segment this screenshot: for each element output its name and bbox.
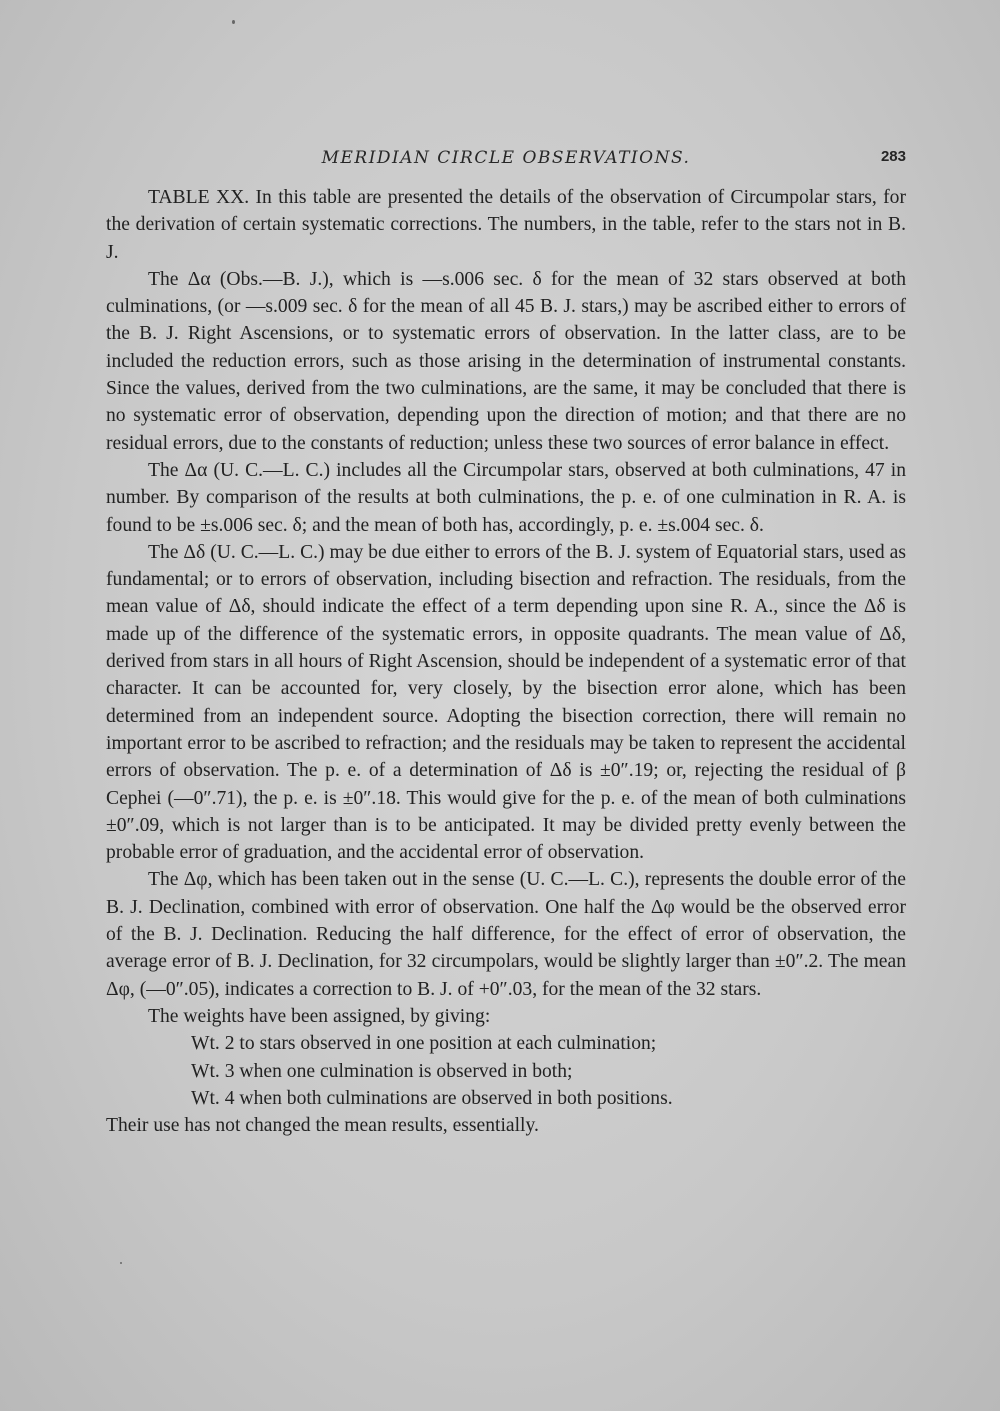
running-title: MERIDIAN CIRCLE OBSERVATIONS. — [321, 148, 691, 168]
document-page — [106, 148, 906, 1139]
body-text — [106, 184, 906, 1139]
paragraph-delta-phi: The Δφ, which has been taken out in the sense (U. C.—L. C.), represents the double error of the B. J. Declination, combined with error of observation. One half the Δφ would be the observed error of the B. J. Declination. Reducing the half difference, for the effect of error of observation, the average error of B. J. Declination, for 32 circumpolars, would be slightly larger than ±0″.2. The mean Δφ, (—0″.05), indicates a correction to B. J. of +0″.03, for the mean of the 32 stars. — [106, 869, 906, 1000]
weight-item-3: Wt. 3 when one culmination is observed in both; — [191, 1060, 573, 1082]
weight-item-2: Wt. 2 to stars observed in one position at each culmination; — [191, 1033, 657, 1055]
paragraph-table-xx: TABLE XX. In this table are presented the details of the observation of Circumpolar stars, for the derivation of certain systematic corrections. The numbers, in the table, refer to the stars not in B. J. — [106, 187, 906, 263]
page-number: 283 — [880, 148, 906, 165]
paper-speck — [120, 1262, 122, 1264]
running-head — [106, 148, 906, 178]
paragraph-delta-delta: The Δδ (U. C.—L. C.) may be due either to errors of the B. J. system of Equatorial stars, used as fundamental; or to errors of observation, including bisection and refraction. The residuals, from the mean value of Δδ, should indicate the effect of a term depending upon sine R. A., since the Δδ is made up of the difference of the systematic errors, in opposite quadrants. The mean value of Δδ, derived from stars in all hours of Right Ascension, should be independent of a systematic error of that character. It can be accounted for, very closely, by the bisection error alone, which has been determined from an independent source. Adopting the bisection correction, there will remain no important error to be ascribed to refraction; and the residuals may be taken to represent the accidental errors of observation. The p. e. of a determination of Δδ is ±0″.19; or, rejecting the residual of β Cephei (—0″.71), the p. e. is ±0″.18. This would give for the p. e. of the mean of both culminations ±0″.09, which is not larger than is to be anticipated. It may be divided pretty evenly between the probable error of graduation, and the accidental error of observation. — [106, 541, 906, 864]
weights-intro: The weights have been assigned, by giving: — [148, 1005, 491, 1027]
weights-closing: Their use has not changed the mean results, essentially. — [106, 1115, 539, 1137]
paragraph-delta-alpha-obs: The Δα (Obs.—B. J.), which is —s.006 sec. δ for the mean of 32 stars observed at both culminations, (or —s.009 sec. δ for the mean of all 45 B. J. stars,) may be ascribed either to errors of the B. J. Right Ascensions, or to systematic errors of observation. In the latter class, are to be included the reduction errors, such as those arising in the determination of instrumental constants. Since the values, derived from the two culminations, are the same, it may be concluded that there is no systematic error of observation, depending upon the direction of motion; and that there are no residual errors, due to the constants of reduction; unless these two sources of error balance in effect. — [106, 268, 906, 454]
weights-list — [106, 1030, 906, 1112]
paragraph-delta-alpha-uc-lc: The Δα (U. C.—L. C.) includes all the Circumpolar stars, observed at both culminations, 47 in number. By comparison of the results at both culminations, the p. e. of one culmination in R. A. is found to be ±s.006 sec. δ; and the mean of both has, accordingly, p. e. ±s.004 sec. δ. — [106, 459, 906, 536]
weight-item-4: Wt. 4 when both culminations are observed in both positions. — [191, 1087, 673, 1109]
paper-speck — [232, 20, 235, 24]
